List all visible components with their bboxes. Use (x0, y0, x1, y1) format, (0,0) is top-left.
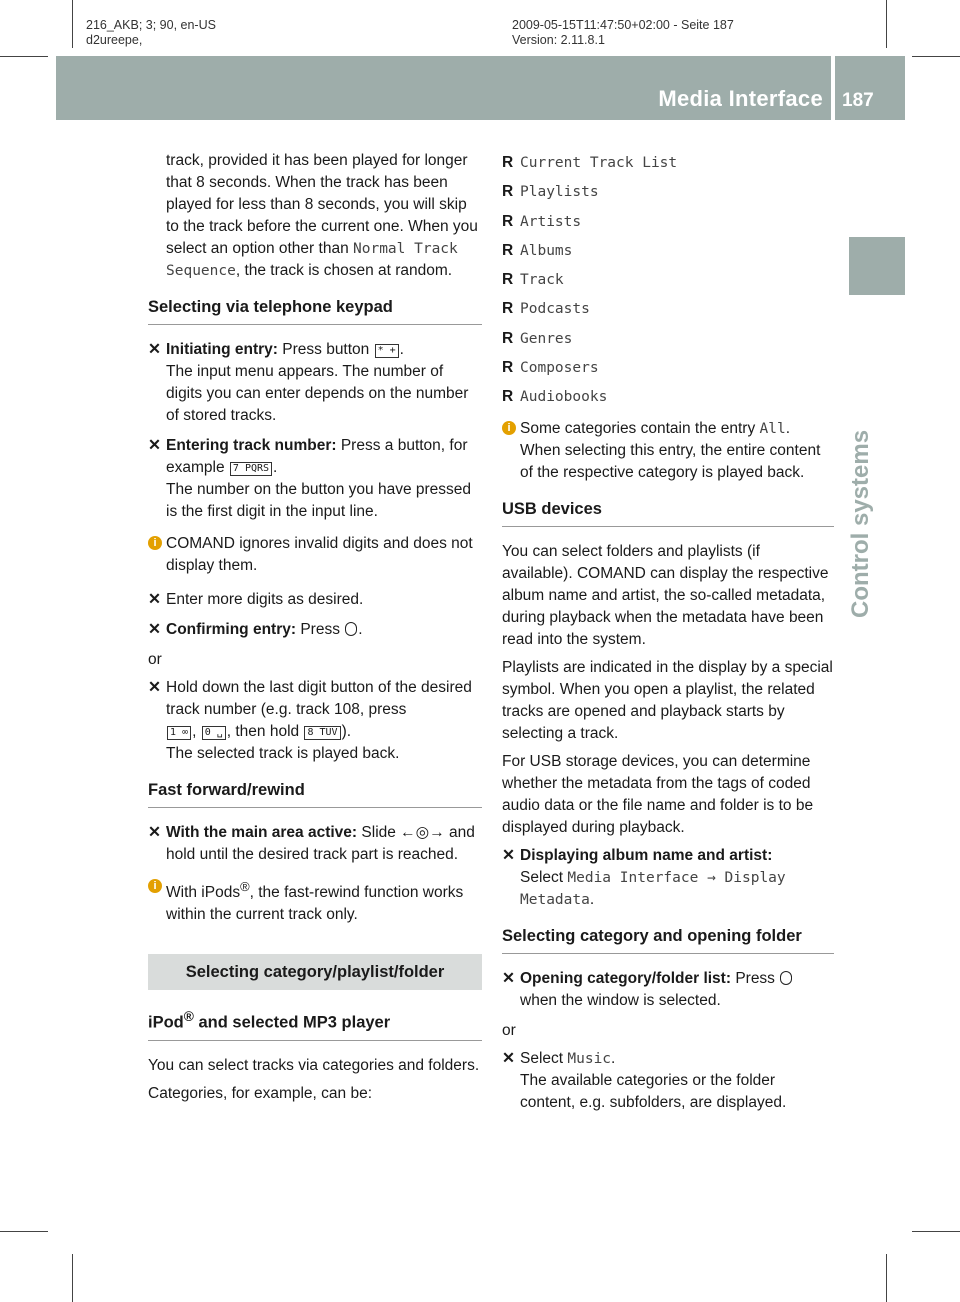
category-name: Composers (520, 360, 599, 377)
info-note (148, 533, 482, 577)
crop-mark (886, 1254, 887, 1302)
list-item (502, 152, 834, 174)
info-note (148, 876, 482, 926)
bullet-marker-icon: R (502, 300, 514, 318)
section-heading (148, 1006, 482, 1041)
registered-mark: ® (240, 879, 250, 894)
text: Some categories contain the entry (520, 420, 760, 438)
meta-line: 2009-05-15T11:47:50+02:00 - Seite 187 (512, 18, 734, 32)
meta-line: d2ureepe, (86, 33, 143, 47)
step-marker-icon: ✕ (148, 679, 161, 696)
text: track, provided it has been played for longer that 8 seconds. When the track has been played for less than 8 seconds, you will skip to the track before the current one. When you select an option other than (166, 152, 478, 257)
page-number: 187 (842, 90, 874, 111)
crop-mark (0, 1231, 48, 1232)
category-list (502, 152, 834, 408)
text: when the window is selected. (520, 992, 721, 1010)
step-item (502, 1048, 834, 1114)
section-heading: Selecting via telephone keypad (148, 296, 482, 325)
text: . (611, 1050, 616, 1068)
print-meta-left (86, 18, 216, 48)
step-label: Confirming entry: (166, 621, 297, 638)
or-text: or (502, 1022, 516, 1040)
right-column (502, 150, 834, 1122)
info-icon: i (502, 421, 516, 435)
step-label: Opening category/folder list: (520, 970, 731, 988)
text: Select (520, 1050, 568, 1068)
text: and selected MP3 player (193, 1013, 391, 1032)
category-name: Podcasts (520, 301, 590, 318)
step-marker-icon: ✕ (502, 970, 515, 988)
print-meta-right (512, 18, 734, 48)
controller-knob-icon (345, 622, 357, 636)
step-item (148, 435, 482, 523)
info-icon: i (148, 879, 162, 893)
list-item (502, 328, 834, 350)
info-icon: i (148, 536, 162, 550)
zero-key-icon: 0 ␣ (202, 726, 226, 740)
step-marker-icon: ✕ (148, 621, 161, 638)
step-item (502, 968, 834, 1012)
bullet-marker-icon: R (502, 183, 514, 201)
text: Press a button, for example (166, 437, 468, 476)
meta-line: Version: 2.11.8.1 (512, 33, 605, 47)
section-heading: USB devices (502, 498, 834, 527)
section-heading: Fast forward/rewind (148, 779, 482, 808)
bullet-marker-icon: R (502, 154, 514, 171)
page-title: Media Interface (658, 86, 823, 111)
intro-paragraph (148, 150, 482, 282)
code-text: Music (567, 1051, 612, 1068)
step-marker-icon: ✕ (502, 1050, 515, 1068)
section-tab-label: Control systems (847, 429, 874, 618)
bullet-marker-icon: R (502, 388, 514, 406)
category-name: Audiobooks (520, 389, 608, 406)
category-name: Track (520, 272, 564, 289)
left-column (148, 150, 482, 1111)
text: The input menu appears. The number of digits you can enter depends on the number of stored tracks. (166, 363, 469, 424)
crop-mark (886, 0, 887, 48)
bullet-marker-icon: R (502, 271, 514, 289)
category-name: Artists (520, 213, 582, 230)
code-text: Normal Track Sequence (166, 241, 458, 279)
step-marker-icon: ✕ (148, 437, 161, 454)
step-item (148, 619, 482, 641)
step-label: Displaying album name and artist: (520, 847, 773, 865)
list-item (502, 357, 834, 379)
bullet-marker-icon: R (502, 329, 514, 347)
crop-mark (912, 1231, 960, 1232)
text: . (358, 621, 363, 638)
crop-mark (912, 56, 960, 57)
paragraph: For USB storage devices, you can determine whether the metadata from the tags of coded audio data or the file name and folder is to be displayed during playback. (502, 753, 814, 837)
text: Press button (282, 341, 370, 358)
text: . When selecting this entry, the entire content of the respective category is played back. (520, 420, 821, 482)
section-band-heading: Selecting category/playlist/folder (148, 954, 482, 990)
text: Hold down the last digit button of the desired track number (e.g. track 108, press (166, 679, 472, 718)
category-name: Playlists (520, 184, 599, 201)
text: . (589, 891, 595, 909)
star-key-icon: * + (375, 344, 399, 358)
crop-mark (72, 0, 73, 48)
meta-line: 216_AKB; 3; 90, en-US (86, 18, 216, 32)
crop-mark (0, 56, 48, 57)
info-note (502, 418, 834, 484)
or-text: or (148, 651, 162, 668)
controller-knob-icon (780, 971, 792, 985)
paragraph: You can select tracks via categories and folders. (148, 1056, 480, 1074)
step-label: Initiating entry: (166, 341, 278, 358)
text: Select (520, 869, 568, 887)
list-item (502, 240, 834, 262)
header-divider (831, 56, 835, 120)
step-marker-icon: ✕ (502, 847, 515, 865)
paragraph: Categories, for example, can be: (148, 1084, 373, 1102)
text: ). (341, 723, 352, 740)
list-item (502, 269, 834, 291)
list-item (502, 386, 834, 408)
text: The number on the button you have pressed is the first digit in the input line. (166, 481, 472, 520)
text: The selected track is played back. (166, 745, 400, 762)
text: Press (735, 970, 775, 988)
section-heading: Selecting category and opening folder (502, 925, 834, 954)
step-item (502, 845, 834, 911)
text: Press (300, 621, 340, 638)
category-name: Current Track List (520, 155, 678, 171)
crop-mark (72, 1254, 73, 1302)
section-tab-marker (849, 237, 905, 295)
step-label: Entering track number: (166, 437, 337, 454)
step-marker-icon: ✕ (148, 341, 161, 358)
code-text: Media Interface → Display Metadata (520, 870, 786, 909)
category-name: Albums (520, 242, 573, 259)
text: , then hold (226, 723, 300, 740)
category-name: Genres (520, 330, 573, 347)
step-label: With the main area active: (166, 824, 358, 841)
text: COMAND ignores invalid digits and does not display them. (166, 535, 473, 574)
text: . (273, 459, 278, 476)
text: Enter more digits as desired. (166, 591, 364, 608)
step-item (148, 677, 482, 765)
paragraph: Playlists are indicated in the display by a special symbol. When you open a playlist, the related tracks are opened and playback starts by selecting a track. (502, 659, 833, 743)
step-marker-icon: ✕ (148, 591, 161, 608)
code-text: All (759, 421, 786, 438)
one-key-icon: 1 ∞ (167, 726, 191, 740)
text: , the track is chosen at random. (235, 262, 453, 279)
text: . (399, 341, 404, 358)
step-marker-icon: ✕ (148, 824, 161, 841)
section-tab (847, 318, 887, 618)
text: , (192, 723, 197, 740)
bullet-marker-icon: R (502, 212, 514, 230)
list-item (502, 181, 834, 203)
eight-key-icon: 8 TUV (304, 726, 340, 740)
paragraph: You can select folders and playlists (if available). COMAND can display the respective album name and artist, the so-called metadata, during playback when the metadata have been read into the system. (502, 543, 829, 649)
text: Slide ←◎→ and hold until the desired track part is reached. (166, 824, 475, 863)
text: The available categories or the folder content, e.g. subfolders, are displayed. (520, 1072, 787, 1112)
text: , the fast-rewind function works within the current track only. (166, 884, 464, 924)
step-item (148, 339, 482, 427)
list-item (502, 298, 834, 320)
registered-mark: ® (183, 1009, 194, 1025)
bullet-marker-icon: R (502, 241, 514, 259)
text: iPod (148, 1013, 184, 1032)
bullet-marker-icon: R (502, 359, 514, 377)
seven-key-icon: 7 PQRS (230, 462, 272, 476)
text: With iPods (166, 884, 241, 902)
list-item (502, 211, 834, 233)
step-item (148, 822, 482, 866)
step-item (148, 589, 482, 611)
